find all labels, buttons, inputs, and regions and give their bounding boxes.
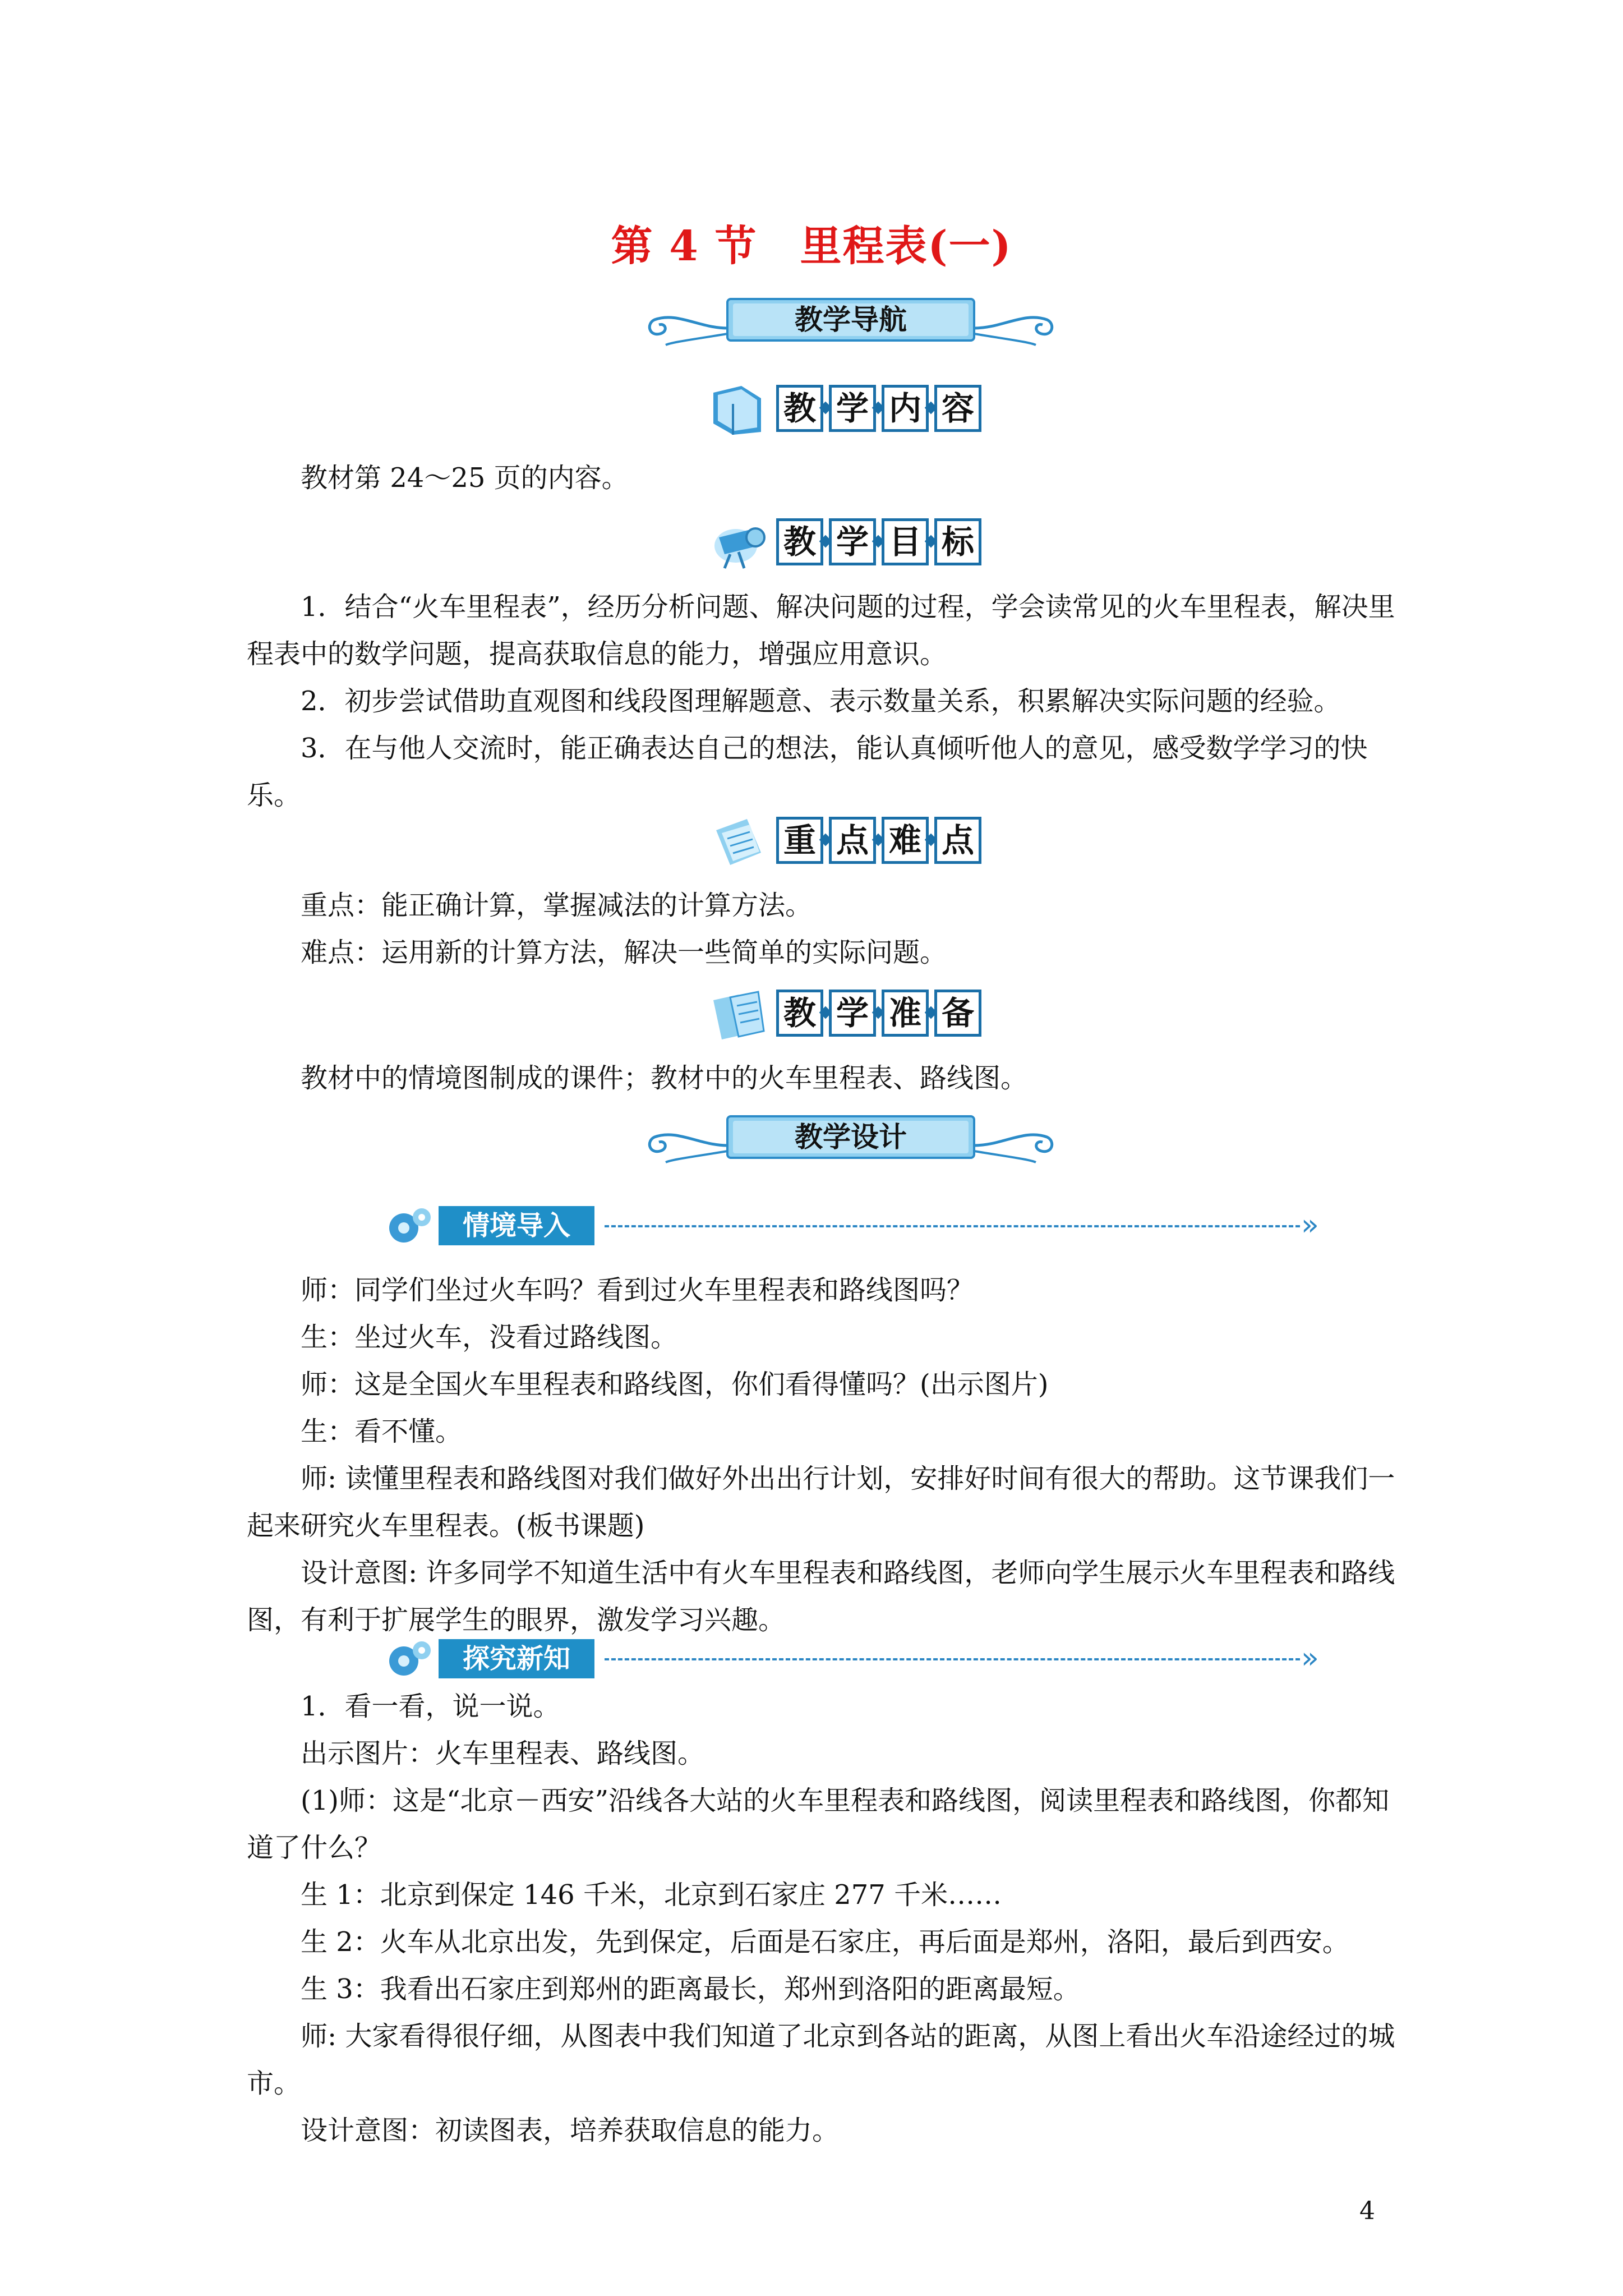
papers-icon [708,813,769,869]
paragraph: 师: 读懂里程表和路线图对我们做好外出出行计划，安排好时间有很大的帮助。这节课我们一起来研究火车里程表。(板书课题) [247,1463,1395,1542]
paragraph: 生：坐过火车，没看过路线图。 [301,1322,678,1353]
section-bar-intro [381,1200,1318,1251]
paragraph: 2．初步尝试借助直观图和线段图理解题意、表示数量关系，积累解决实际问题的经验。 [301,685,1341,717]
paragraph: 1．结合“火车里程表”，经历分析问题、解决问题的过程，学会读常见的火车里程表，解决里程表中的数学问题，提高获取信息的能力，增强应用意识。 [247,591,1395,670]
heading-char: 目 [882,518,929,565]
double-chevron-icon: » [1301,1208,1319,1242]
banner-label: 教学导航 [795,303,907,336]
paragraph: 师：同学们坐过火车吗？看到过火车里程表和路线图吗？ [301,1274,974,1306]
paragraph: 设计意图：初读图表，培养获取信息的能力。 [301,2115,840,2146]
paragraph: 师: 大家看得很仔细，从图表中我们知道了北京到各站的距离，从图上看出火车沿途经过的城市。 [247,2021,1395,2099]
heading-char: 标 [934,518,981,565]
heading-char: 教 [776,990,823,1037]
paragraph: 生 3：我看出石家庄到郑州的距离最长，郑州到洛阳的距离最短。 [301,1973,1080,2005]
gears-icon [381,1636,435,1682]
heading-char: 准 [882,990,929,1037]
heading-char: 点 [829,817,876,864]
heading-char: 备 [934,990,981,1037]
book-icon [708,381,769,438]
heading-char: 内 [882,385,929,432]
section-label: 情境导入 [439,1206,594,1245]
paragraph: 教材第 24～25 页的内容。 [301,462,629,494]
banner-label: 教学设计 [795,1121,907,1153]
heading-char: 学 [829,385,876,432]
heading-char: 教 [776,385,823,432]
dashed-divider [605,1658,1300,1660]
telescope-icon [708,515,769,571]
heading-char: 教 [776,518,823,565]
paragraph: 出示图片：火车里程表、路线图。 [301,1738,705,1769]
page-number: 4 [1359,2197,1375,2225]
paragraph: 生 1：北京到保定 146 千米，北京到石家庄 277 千米…… [301,1879,1002,1911]
heading-char: 重 [776,817,823,864]
page-title: 第 4 节 里程表(一) [611,222,1012,270]
dashed-divider [605,1225,1300,1227]
heading-char: 学 [829,990,876,1037]
paragraph: 师：这是全国火车里程表和路线图，你们看得懂吗？(出示图片) [301,1369,1049,1400]
heading-char: 学 [829,518,876,565]
heading-char: 容 [934,385,981,432]
banner-teaching-design [643,1106,1058,1168]
section-label: 探究新知 [439,1639,594,1678]
documents-icon [708,986,769,1042]
banner-teaching-navigation [643,289,1058,351]
paragraph: 难点：运用新的计算方法，解决一些简单的实际问题。 [301,937,947,968]
heading-char: 点 [934,817,981,864]
paragraph: (1)师：这是“北京－西安”沿线各大站的火车里程表和路线图，阅读里程表和路线图，你都知道了什么？ [247,1785,1390,1864]
paragraph: 生 2：火车从北京出发，先到保定，后面是石家庄，再后面是郑州，洛阳，最后到西安。 [301,1926,1349,1958]
paragraph: 1．看一看，说一说。 [301,1691,560,1722]
paragraph: 重点：能正确计算，掌握减法的计算方法。 [301,890,813,921]
paragraph: 设计意图: 许多同学不知道生活中有火车里程表和路线图，老师向学生展示火车里程表和路线图，有利于扩展学生的眼界，激发学习兴趣。 [247,1557,1395,1636]
heading-char: 难 [882,817,929,864]
double-chevron-icon: » [1301,1641,1319,1675]
paragraph: 教材中的情境图制成的课件；教材中的火车里程表、路线图。 [301,1062,1028,1094]
paragraph: 3．在与他人交流时，能正确表达自己的想法，能认真倾听他人的意见，感受数学学习的快乐。 [247,733,1368,811]
gears-icon [381,1203,435,1249]
paragraph: 生：看不懂。 [301,1416,463,1447]
section-bar-explore [381,1634,1318,1684]
